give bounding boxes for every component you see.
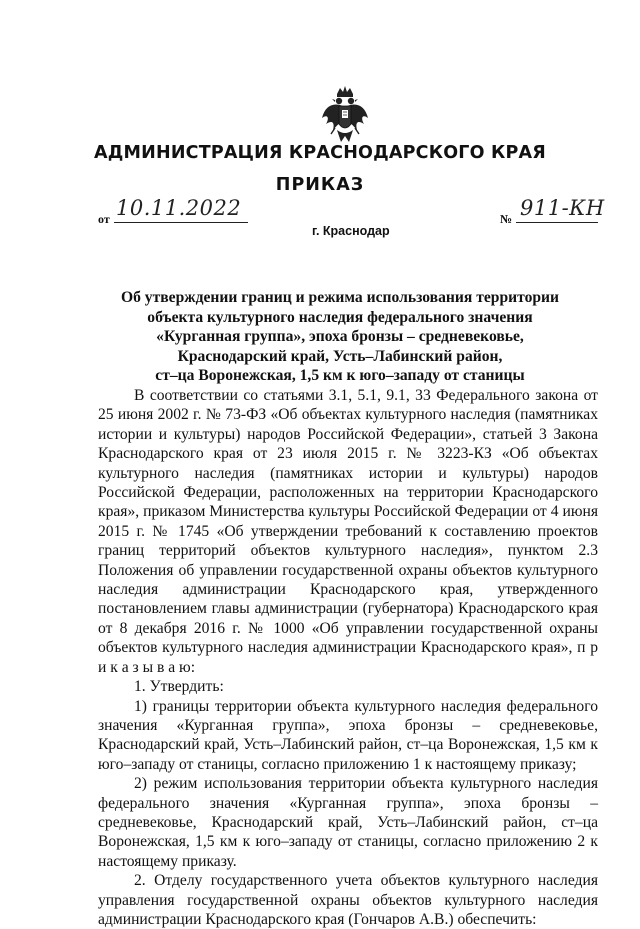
item-1-2-paragraph: 2) режим использования территории объекта культурного наследия федерального значения «Курганная группа», эпоха бронзы – средневековье, Краснодарский край, Усть–Лабинский район, ст–ца Воронежская, 1,5 км к юго–западу от станицы, согласно приложению 2 к настоящему приказу. <box>98 775 598 870</box>
handwritten-number: 911-КН <box>520 196 605 220</box>
document-title <box>110 288 570 386</box>
handwritten-date: 10.11.2022 <box>116 196 242 220</box>
preamble-paragraph: В соответствии со статьями 3.1, 5.1, 9.1, 33 Федерального закона от 25 июня 2002 г. № 73-ФЗ «Об объектах культурного наследия (памятниках истории и культуры) народов Российской Федерации», статьей 3 Закона Краснодарского края от 23 июля 2015 г. № 3223-КЗ «Об объектах культурного наследия (памятниках истории и культуры) народов Российской Федерации, расположенных на территории Краснодарского края», приказом Министерства культуры Российской Федерации от 4 июня 2015 г. № 1745 «Об утверждении требований к составлению проектов границ территорий объектов культурного наследия», пунктом 2.3 Положения об управлении государственной охраны объектов культурного наследия администрации Краснодарского края, утвержденного постановлением главы администрации (губернатора) Краснодарского края от 8 декабря 2016 г. № 1000 «Об управлении государственной охраны объектов культурного наследия администрации Краснодарского края», п р и к а з ы в а ю: <box>98 387 598 676</box>
item-1-heading: 1. Утвердить: <box>134 678 224 696</box>
number-underline <box>516 222 598 223</box>
item-1-1-paragraph: 1) границы территории объекта культурного наследия федерального значения «Курганная группа», эпоха бронзы – средневековье, Краснодарский край, Усть–Лабинский район, ст–ца Воронежская, 1,5 км к юго–западу от станицы, согласно приложению 1 к настоящему приказу; <box>98 697 598 773</box>
number-prefix: № <box>500 212 513 226</box>
document-body <box>98 386 598 929</box>
document-type: ПРИКАЗ <box>275 175 365 195</box>
title-line: объекта культурного наследия федерального значения <box>147 308 533 326</box>
date-underline <box>114 222 248 223</box>
title-line: Об утверждении границ и режима использования территории <box>120 289 560 306</box>
coat-of-arms-emblem <box>321 84 369 148</box>
title-line: «Курганная группа», эпоха бронзы – средневековье, <box>156 328 524 345</box>
title-line: ст–ца Воронежская, 1,5 км к юго–западу от станицы <box>155 367 525 384</box>
organization-name: АДМИНИСТРАЦИЯ КРАСНОДАРСКОГО КРАЯ <box>94 143 546 163</box>
city-name: г. Краснодар <box>312 224 390 238</box>
date-prefix: от <box>98 212 110 226</box>
title-line: Краснодарский край, Усть–Лабинский район, <box>177 347 503 365</box>
item-2-paragraph: 2. Отделу государственного учета объектов культурного наследия управления государственной охраны объектов культурного наследия администрации Краснодарского края (Гончаров А.В.) обеспечить: <box>98 872 598 928</box>
